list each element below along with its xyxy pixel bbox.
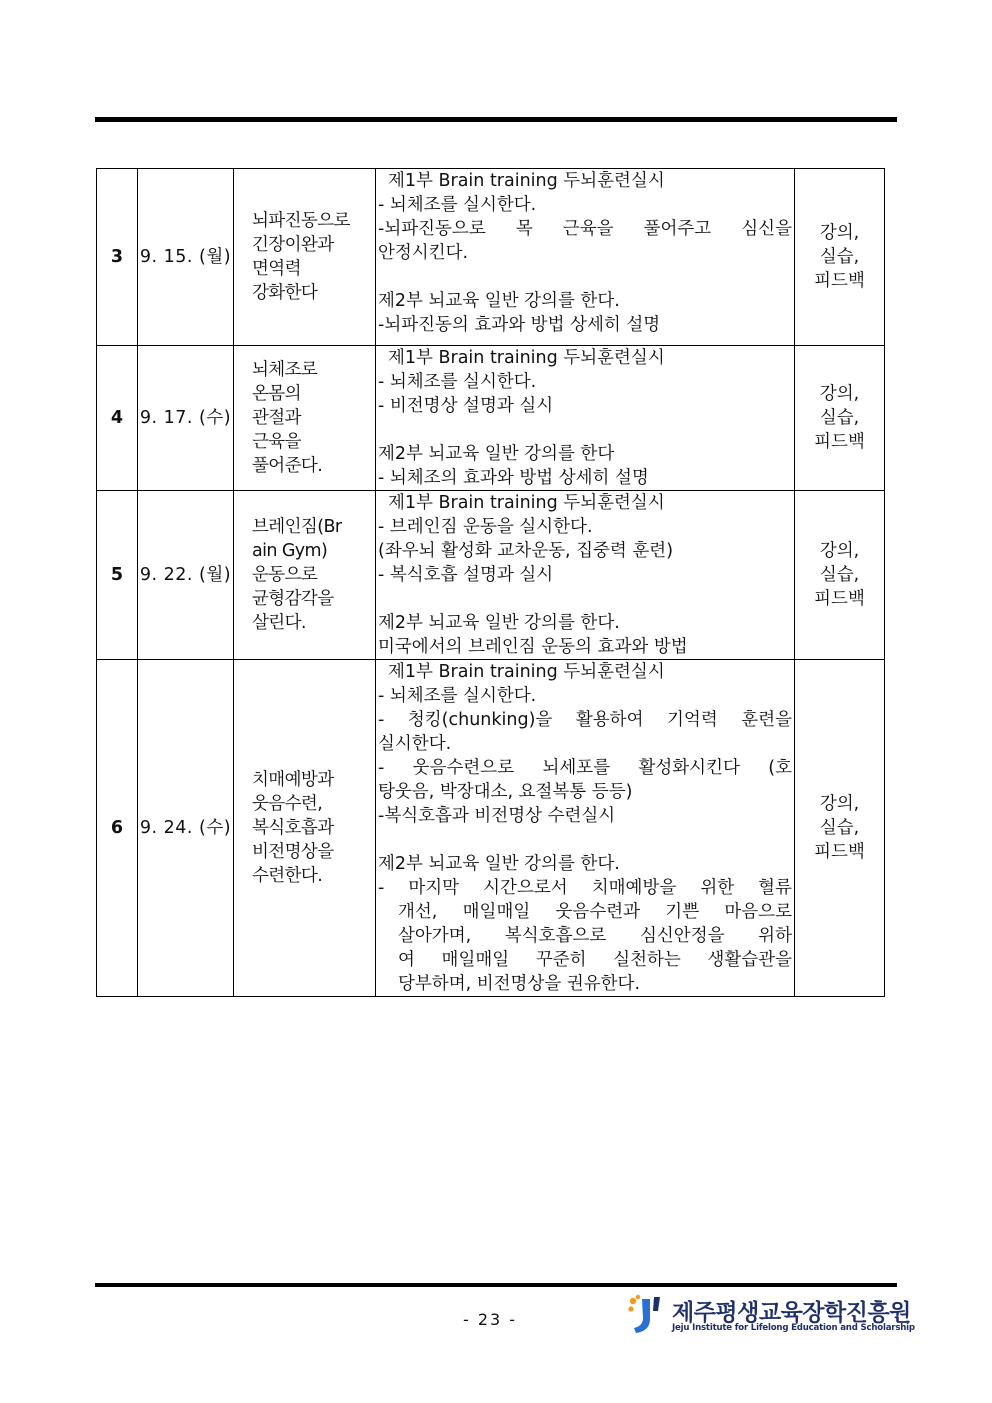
session-date: 9. 15. (월): [138, 169, 234, 346]
topic-line: 운동으로: [252, 565, 318, 585]
content-line: - 뇌체조를 실시한다.: [378, 372, 537, 392]
method-line: 강의,: [819, 794, 860, 814]
session-content: [376, 346, 795, 491]
topic-line: 뇌파진동으로: [252, 211, 350, 231]
session-content: [376, 491, 795, 660]
content-line: 제1부 Brain training 두뇌훈련실시: [388, 493, 665, 513]
table-row: [97, 169, 885, 346]
content-line: -뇌파진동의 효과와 방법 상세히 설명: [378, 315, 661, 335]
session-content: [376, 660, 795, 997]
session-number: 5: [97, 491, 138, 660]
topic-line: 비전명상을: [252, 842, 334, 862]
topic-line: 수련한다.: [252, 866, 323, 886]
session-number: 4: [97, 346, 138, 491]
page-number: - 23 -: [462, 1310, 518, 1329]
content-line: 살아가며, 복식호흡으로 심신안정을 위하: [398, 926, 792, 946]
organization-name: 제주평생교육장학진흥원: [672, 1300, 911, 1326]
organization-name-english: Jeju Institute for Lifelong Education and Scholarship: [672, 1323, 915, 1333]
content-line: (좌우뇌 활성화 교차운동, 집중력 훈련): [378, 541, 674, 561]
session-method: [795, 491, 885, 660]
topic-line: 긴장이완과: [252, 235, 334, 255]
session-topic: [234, 346, 376, 491]
content-line: 제2부 뇌교육 일반 강의를 한다.: [378, 613, 620, 633]
content-line: 미국에서의 브레인짐 운동의 효과와 방법: [378, 637, 688, 657]
content-line: 안정시킨다.: [378, 243, 469, 263]
topic-line: 온몸의: [252, 384, 301, 404]
content-line: - 복식호흡 설명과 실시: [378, 565, 554, 585]
method-line: 실습,: [819, 408, 860, 428]
content-line: - 비전명상 설명과 실시: [378, 396, 554, 416]
content-line: 제1부 Brain training 두뇌훈련실시: [388, 171, 665, 191]
content-line: 제2부 뇌교육 일반 강의를 한다: [378, 444, 615, 464]
session-content: [376, 169, 795, 346]
method-line: 강의,: [819, 384, 860, 404]
topic-line: 관절과: [252, 408, 301, 428]
content-line: 제2부 뇌교육 일반 강의를 한다.: [378, 291, 620, 311]
content-line: - 뇌체조를 실시한다.: [378, 195, 537, 215]
content-line: [378, 418, 792, 442]
method-line: 강의,: [819, 223, 860, 243]
header-rule: [95, 117, 897, 122]
topic-line: 복식호흡과: [252, 818, 334, 838]
content-line: -복식호흡과 비전명상 수련실시: [378, 806, 616, 826]
method-line: 실습,: [819, 818, 860, 838]
session-topic: [234, 169, 376, 346]
method-line: 피드백: [814, 271, 865, 291]
content-line: - 청킹(chunking)을 활용하여 기억력 훈련을: [378, 710, 792, 730]
content-line: 개선, 매일매일 웃음수련과 기쁜 마음으로: [398, 902, 792, 922]
topic-line: 면역력: [252, 259, 301, 279]
topic-line: 강화한다: [252, 283, 318, 303]
session-method: [795, 660, 885, 997]
topic-line: ain Gym): [252, 541, 328, 561]
content-line: [378, 587, 792, 611]
content-line: [378, 828, 792, 852]
topic-line: 풀어준다.: [252, 456, 323, 476]
session-number: 3: [97, 169, 138, 346]
content-line: - 마지막 시간으로서 치매예방을 위한 혈류: [378, 878, 792, 898]
method-line: 피드백: [814, 842, 865, 862]
session-topic: [234, 660, 376, 997]
session-method: [795, 169, 885, 346]
session-date: 9. 24. (수): [138, 660, 234, 997]
footer-rule: [95, 1283, 897, 1287]
content-line: - 브레인짐 운동을 실시한다.: [378, 517, 593, 537]
topic-line: 웃음수련,: [252, 794, 323, 814]
content-line: [378, 265, 792, 289]
content-line: 탕웃음, 박장대소, 요절복통 등등): [378, 782, 633, 802]
content-line: - 뇌체조를 실시한다.: [378, 686, 537, 706]
content-line: 실시한다.: [378, 734, 452, 754]
session-date: 9. 22. (월): [138, 491, 234, 660]
session-topic: [234, 491, 376, 660]
method-line: 피드백: [814, 432, 865, 452]
content-line: - 뇌체조의 효과와 방법 상세히 설명: [378, 468, 649, 488]
table-row: [97, 491, 885, 660]
content-line: 당부하며, 비전명상을 권유한다.: [398, 974, 641, 994]
method-line: 실습,: [819, 247, 860, 267]
method-line: 실습,: [819, 565, 860, 585]
content-line: 제2부 뇌교육 일반 강의를 한다.: [378, 854, 620, 874]
content-line: 제1부 Brain training 두뇌훈련실시: [388, 662, 665, 682]
topic-line: 치매예방과: [252, 770, 334, 790]
institute-logo-icon: [624, 1293, 668, 1337]
content-line: - 웃음수련으로 뇌세포를 활성화시킨다 (호: [378, 758, 792, 778]
topic-line: 뇌체조로: [252, 360, 318, 380]
content-line: 제1부 Brain training 두뇌훈련실시: [388, 348, 665, 368]
session-number: 6: [97, 660, 138, 997]
topic-line: 균형감각을: [252, 589, 334, 609]
session-date: 9. 17. (수): [138, 346, 234, 491]
content-line: -뇌파진동으로 목 근육을 풀어주고 심신을: [378, 219, 792, 239]
schedule-table: [96, 168, 885, 997]
organization-logo: [624, 1291, 915, 1341]
topic-line: 살린다.: [252, 613, 306, 633]
method-line: 피드백: [814, 589, 865, 609]
table-row: [97, 346, 885, 491]
topic-line: 근육을: [252, 432, 301, 452]
table-row: [97, 660, 885, 997]
content-line: 여 매일매일 꾸준히 실천하는 생활습관을: [398, 950, 792, 970]
topic-line: 브레인짐(Br: [252, 517, 342, 537]
session-method: [795, 346, 885, 491]
method-line: 강의,: [819, 541, 860, 561]
